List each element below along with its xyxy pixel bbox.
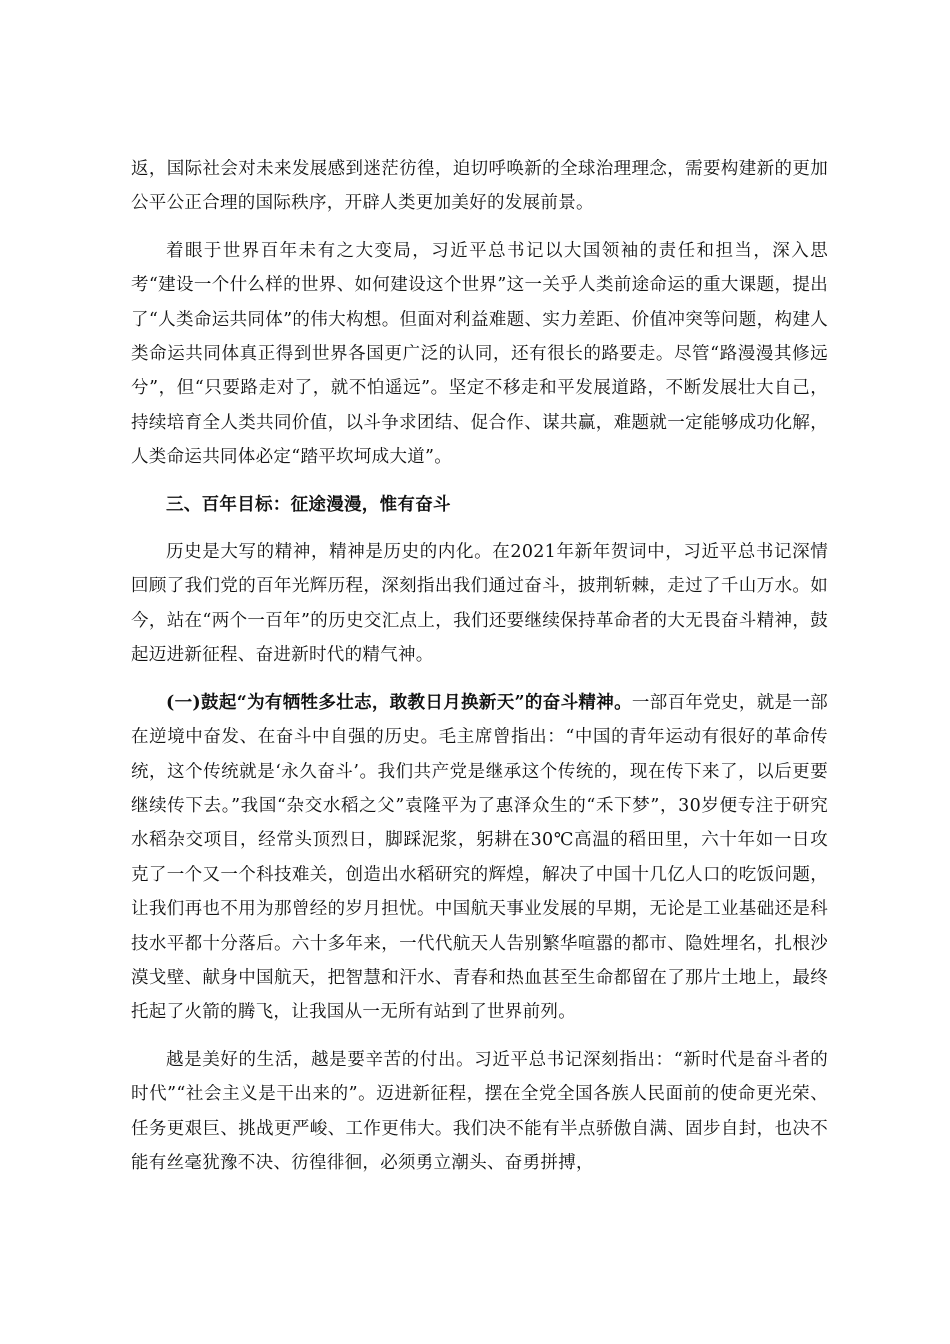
document-body	[131, 152, 828, 1180]
paragraph-continuation: 返，国际社会对未来发展感到迷茫彷徨，迫切呼唤新的全球治理理念，需要构建新的更加公平公正合理的国际秩序，开辟人类更加美好的发展前景。	[131, 159, 828, 214]
paragraph-struggle-spirit	[131, 686, 828, 1030]
section-heading-3: 三、百年目标：征途漫漫，惟有奋斗	[166, 494, 451, 515]
paragraph-history-spirit: 历史是大写的精神，精神是历史的内化。在2021年新年贺词中，习近平总书记深情回顾了我们党的百年光辉历程，深刻指出我们通过奋斗，披荆斩棘，走过了千山万水。如今，站在“两个一百年”的历史交汇点上，我们还要继续保持革命者的大无畏奋斗精神，鼓起迈进新征程、奋进新时代的精气神。	[131, 542, 828, 666]
paragraph-community-of-shared-future: 着眼于世界百年未有之大变局，习近平总书记以大国领袖的责任和担当，深入思考“建设一个什么样的世界、如何建设这个世界”这一关乎人类前途命运的重大课题，提出了“人类命运共同体”的伟大构想。但面对利益难题、实力差距、价值冲突等问题，构建人类命运共同体真正得到世界各国更广泛的认同，还有很长的路要走。尽管“路漫漫其修远兮”，但“只要路走对了，就不怕遥远”。坚定不移走和平发展道路，不断发展壮大自己，持续培育全人类共同价值，以斗争求团结、促合作、谋共赢，难题就一定能够成功化解，人类命运共同体必定“踏平坎坷成大道”。	[131, 240, 828, 468]
paragraph-new-era: 越是美好的生活，越是要辛苦的付出。习近平总书记深刻指出：“新时代是奋斗者的时代”“社会主义是干出来的”。迈进新征程，摆在全党全国各族人民面前的使命更光荣、任务更艰巨、挑战更严峻、工作更伟大。我们决不能有半点骄傲自满、固步自封，也决不能有丝毫犹豫不决、彷徨徘徊，必须勇立潮头、奋勇拼搏，	[131, 1049, 828, 1173]
subsection-lead: (一)鼓起“为有牺牲多壮志，敢教日月换新天”的奋斗精神。	[166, 692, 632, 713]
subsection-body: 一部百年党史，就是一部在逆境中奋发、在奋斗中自强的历史。毛主席曾指出：“中国的青年运动有很好的革命传统，这个传统就是‘永久奋斗’。我们共产党是继承这个传统的，现在传下来了，以后更要继续传下去。”我国“杂交水稻之父”袁隆平为了惠泽众生的“禾下梦”，30岁便专注于研究水稻杂交项目，经常头顶烈日，脚踩泥浆，躬耕在30℃高温的稻田里，六十年如一日攻克了一个又一个科技难关，创造出水稻研究的辉煌，解决了中国十几亿人口的吃饭问题，让我们再也不用为那曾经的岁月担忧。中国航天事业发展的早期，无论是工业基础还是科技水平都十分落后。六十多年来，一代代航天人告别繁华喧嚣的都市、隐姓埋名，扎根沙漠戈壁、献身中国航天，把智慧和汗水、青春和热血甚至生命都留在了那片土地上，最终托起了火箭的腾飞，让我国从一无所有站到了世界前列。	[131, 692, 828, 1023]
